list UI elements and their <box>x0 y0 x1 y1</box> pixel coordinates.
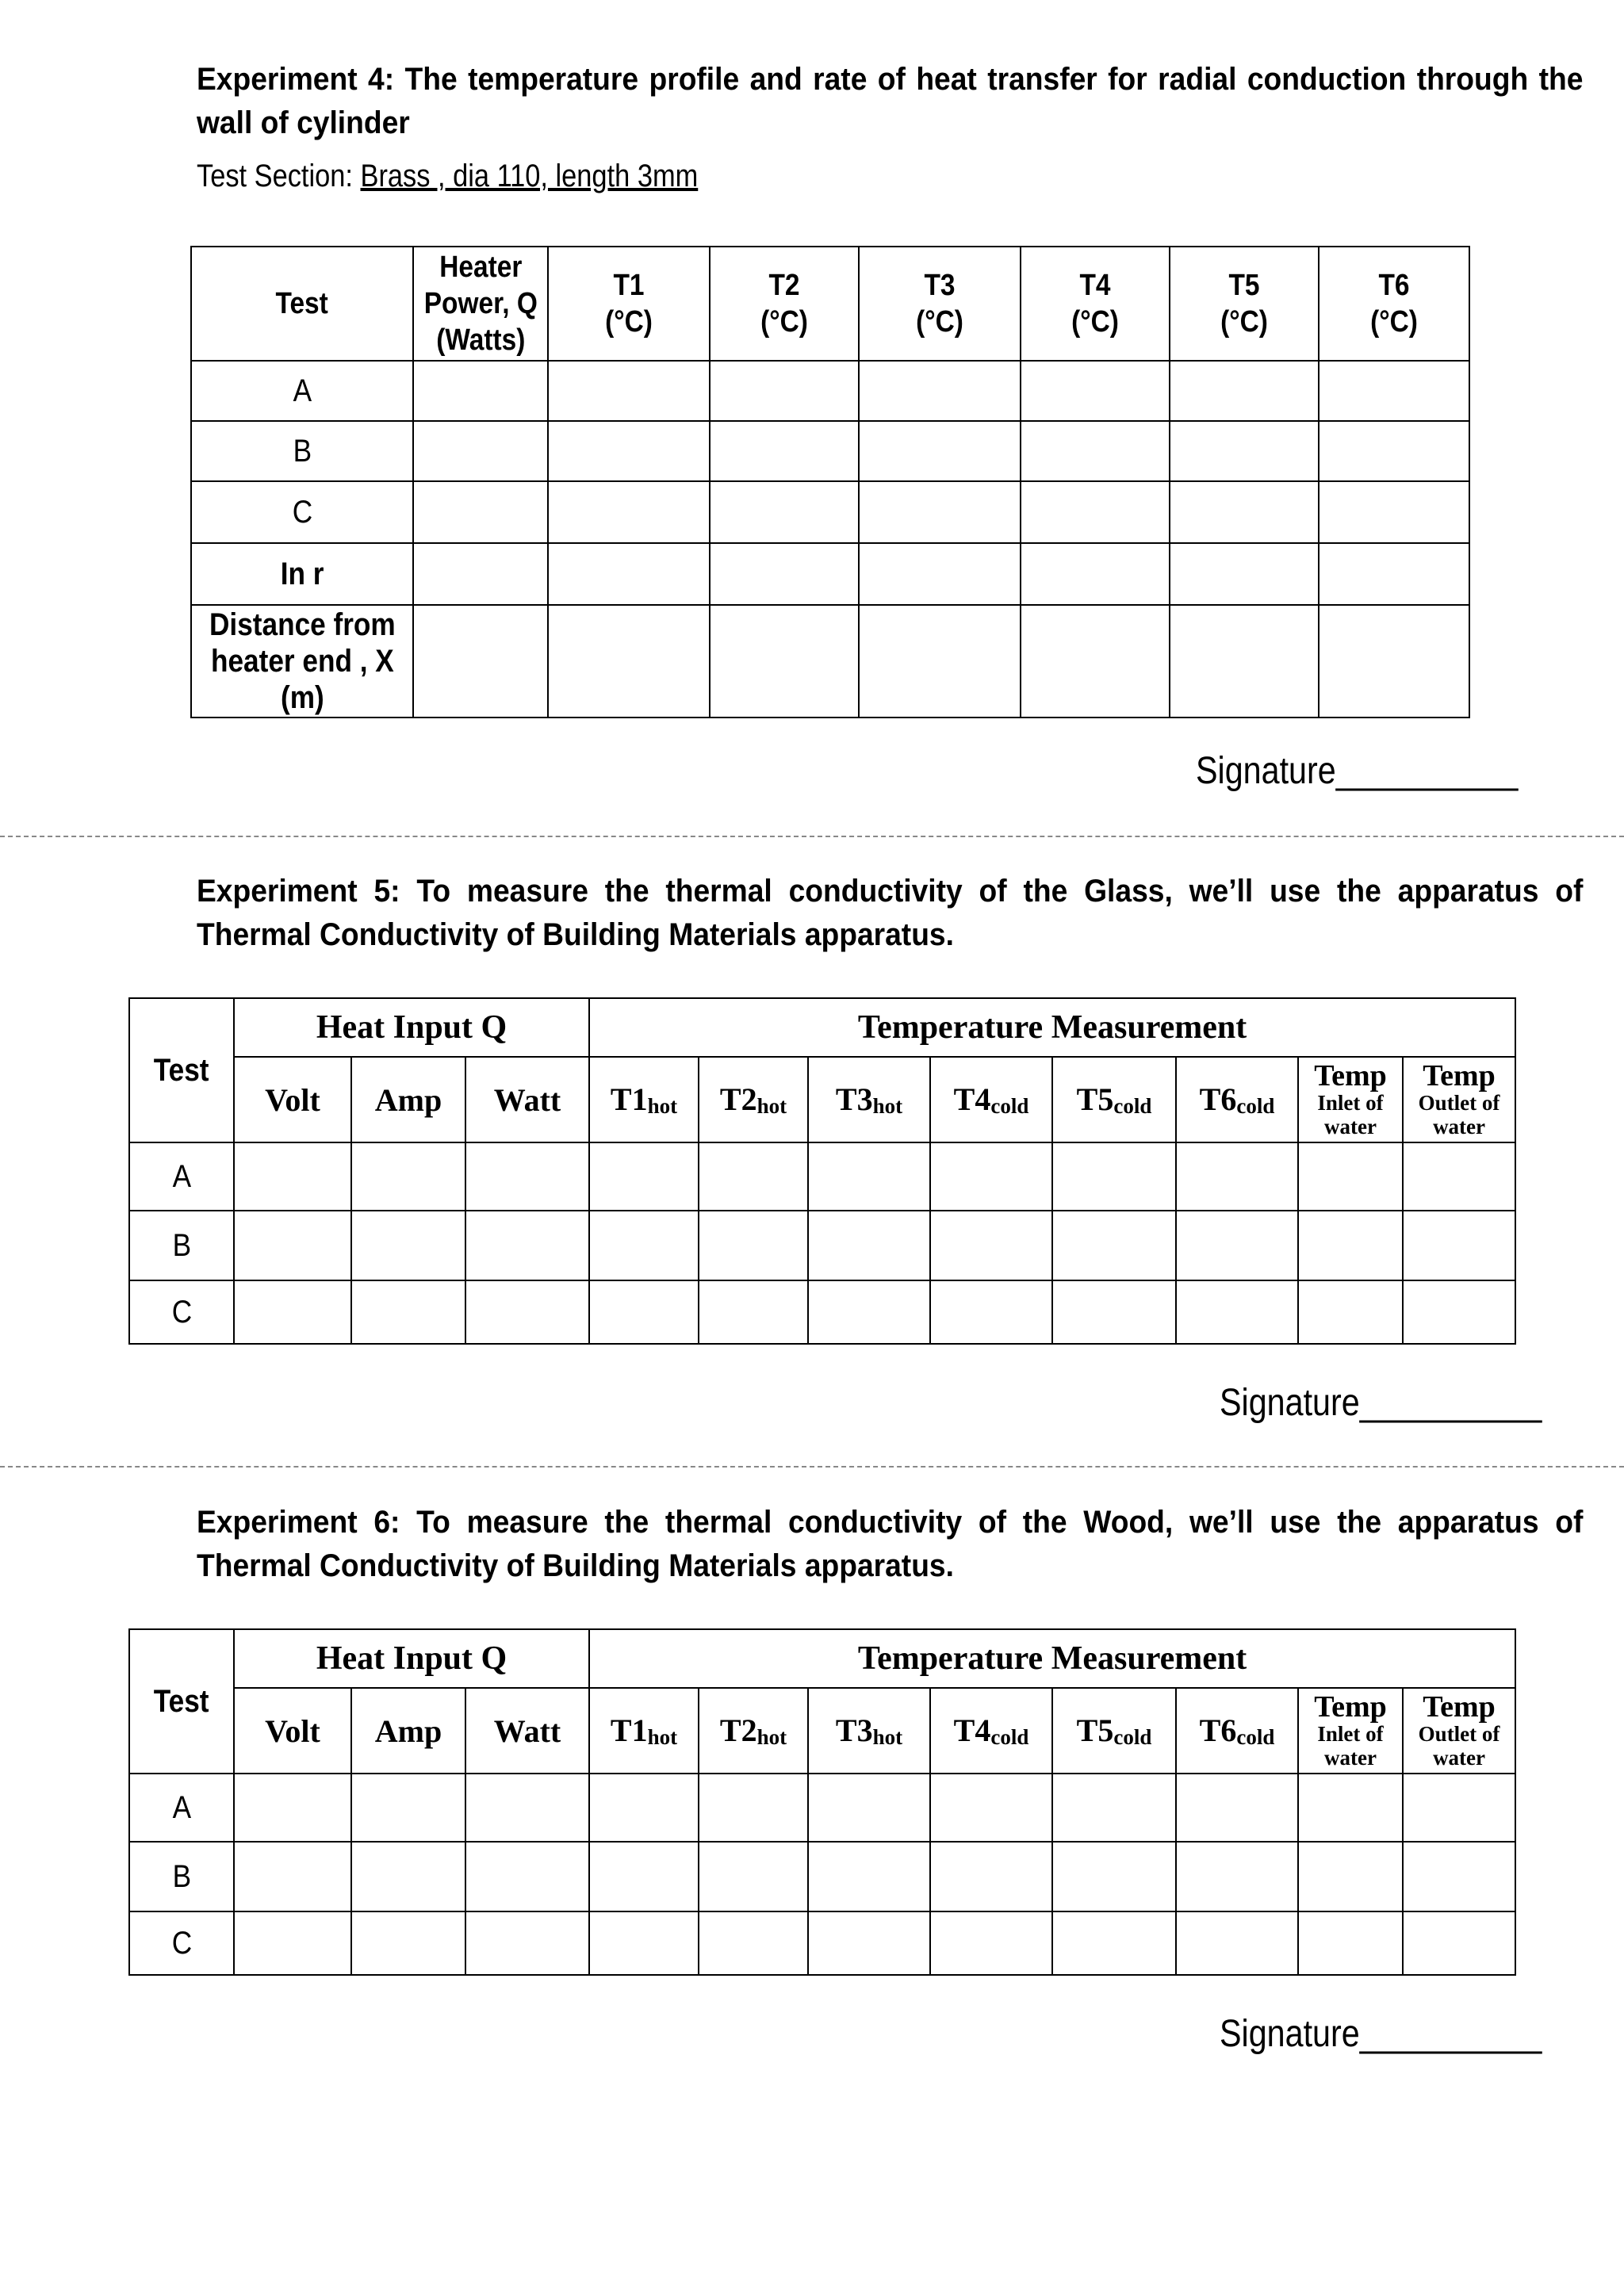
exp6-row-b <box>129 1842 1515 1911</box>
input-cell[interactable] <box>808 1142 930 1211</box>
exp5-header-test: Test <box>129 998 234 1142</box>
input-cell[interactable] <box>413 543 548 605</box>
exp6-header-t3hot: $T3_{hot}$ <box>808 1688 930 1774</box>
input-cell[interactable] <box>1403 1911 1515 1975</box>
input-cell[interactable] <box>1176 1774 1298 1842</box>
exp6-header-temp-inlet: Temp Inlet of water <box>1298 1688 1403 1774</box>
exp4-row-c <box>191 481 1469 543</box>
input-cell[interactable] <box>465 1142 589 1211</box>
input-cell[interactable] <box>1176 1142 1298 1211</box>
exp4-header-test: Test <box>191 247 413 361</box>
input-cell[interactable] <box>1176 1842 1298 1911</box>
input-cell[interactable] <box>1403 1142 1515 1211</box>
exp6-header-test: Test <box>129 1629 234 1774</box>
input-cell[interactable] <box>1298 1280 1403 1344</box>
input-cell[interactable] <box>589 1774 699 1842</box>
row-label: C <box>129 1911 234 1975</box>
input-cell[interactable] <box>589 1142 699 1211</box>
input-cell[interactable] <box>710 361 859 421</box>
input-cell[interactable] <box>1170 605 1319 718</box>
input-cell[interactable] <box>1021 605 1170 718</box>
exp4-row-b <box>191 421 1469 481</box>
input-cell[interactable] <box>413 361 548 421</box>
row-label: In r <box>191 543 413 605</box>
input-cell[interactable] <box>699 1774 808 1842</box>
exp6-header-t1hot: $T1_{hot}$ <box>589 1688 699 1774</box>
divider <box>0 1466 1624 1468</box>
exp4-title: Experiment 4: The temperature profile and rate of heat transfer for radial conduction through the wall of cylinder <box>197 62 1584 140</box>
exp6-header-t6cold: $T6_{cold}$ <box>1176 1688 1298 1774</box>
exp5-header-volt: Volt <box>234 1057 351 1142</box>
test-section-value: Brass , dia 110, length 3mm <box>360 159 699 193</box>
input-cell[interactable] <box>413 605 548 718</box>
input-cell[interactable] <box>710 421 859 481</box>
exp4-header-t3: T3 (°C) <box>859 247 1021 361</box>
input-cell[interactable] <box>710 605 859 718</box>
input-cell[interactable] <box>589 1842 699 1911</box>
input-cell[interactable] <box>413 481 548 543</box>
input-cell[interactable] <box>548 543 710 605</box>
input-cell[interactable] <box>930 1280 1052 1344</box>
row-label: B <box>129 1211 234 1280</box>
exp5-header-watt: Watt <box>465 1057 589 1142</box>
input-cell[interactable] <box>465 1911 589 1975</box>
input-cell[interactable] <box>699 1842 808 1911</box>
exp6-header-t5cold: $T5_{cold}$ <box>1052 1688 1176 1774</box>
input-cell[interactable] <box>548 421 710 481</box>
input-cell[interactable] <box>710 543 859 605</box>
input-cell[interactable] <box>1021 481 1170 543</box>
input-cell[interactable] <box>1021 361 1170 421</box>
input-cell[interactable] <box>548 605 710 718</box>
exp4-table <box>190 246 1470 718</box>
input-cell[interactable] <box>859 361 1021 421</box>
input-cell[interactable] <box>465 1774 589 1842</box>
input-cell[interactable] <box>234 1142 351 1211</box>
exp6-header-watt: Watt <box>465 1688 589 1774</box>
input-cell[interactable] <box>234 1211 351 1280</box>
input-cell[interactable] <box>1052 1842 1176 1911</box>
row-label: B <box>129 1842 234 1911</box>
row-label: A <box>129 1774 234 1842</box>
input-cell[interactable] <box>930 1142 1052 1211</box>
input-cell[interactable] <box>1298 1774 1403 1842</box>
exp5-header-t2hot: $T2_{hot}$ <box>699 1057 808 1142</box>
exp6-header-volt: Volt <box>234 1688 351 1774</box>
exp5-header-t3hot: $T3_{hot}$ <box>808 1057 930 1142</box>
exp5-table <box>128 997 1516 1345</box>
input-cell[interactable] <box>1170 361 1319 421</box>
input-cell[interactable] <box>859 421 1021 481</box>
input-cell[interactable] <box>548 361 710 421</box>
input-cell[interactable] <box>808 1280 930 1344</box>
input-cell[interactable] <box>930 1211 1052 1280</box>
input-cell[interactable] <box>1403 1211 1515 1280</box>
exp6-header-temperature: Temperature Measurement <box>589 1629 1515 1688</box>
input-cell[interactable] <box>1176 1911 1298 1975</box>
input-cell[interactable] <box>351 1280 465 1344</box>
row-label: C <box>129 1280 234 1344</box>
exp5-header-temp-outlet: Temp Outlet of water <box>1403 1057 1515 1142</box>
exp4-row-distance <box>191 605 1469 718</box>
exp5-signature[interactable]: Signature__________ <box>1220 1382 1542 1424</box>
input-cell[interactable] <box>465 1211 589 1280</box>
input-cell[interactable] <box>413 421 548 481</box>
input-cell[interactable] <box>859 543 1021 605</box>
exp4-header-t1: T1 (°C) <box>548 247 710 361</box>
input-cell[interactable] <box>1403 1774 1515 1842</box>
input-cell[interactable] <box>1319 361 1469 421</box>
input-cell[interactable] <box>808 1911 930 1975</box>
input-cell[interactable] <box>699 1211 808 1280</box>
input-cell[interactable] <box>1403 1280 1515 1344</box>
exp6-header-temp-outlet: Temp Outlet of water <box>1403 1688 1515 1774</box>
exp6-title: Experiment 6: To measure the thermal conductivity of the Wood, we’ll use the apparatus of Thermal Conductivity of Building Materials apparatus. <box>197 1505 1584 1583</box>
input-cell[interactable] <box>351 1774 465 1842</box>
input-cell[interactable] <box>351 1211 465 1280</box>
input-cell[interactable] <box>808 1211 930 1280</box>
input-cell[interactable] <box>234 1280 351 1344</box>
input-cell[interactable] <box>234 1774 351 1842</box>
input-cell[interactable] <box>351 1911 465 1975</box>
input-cell[interactable] <box>1052 1280 1176 1344</box>
input-cell[interactable] <box>1176 1211 1298 1280</box>
input-cell[interactable] <box>930 1774 1052 1842</box>
exp5-header-t5cold: $T5_{cold}$ <box>1052 1057 1176 1142</box>
input-cell[interactable] <box>1052 1774 1176 1842</box>
input-cell[interactable] <box>1021 421 1170 481</box>
input-cell[interactable] <box>699 1911 808 1975</box>
exp4-row-ln-r <box>191 543 1469 605</box>
exp5-row-c <box>129 1280 1515 1344</box>
input-cell[interactable] <box>1319 543 1469 605</box>
input-cell[interactable] <box>1170 543 1319 605</box>
row-label: C <box>191 481 413 543</box>
input-cell[interactable] <box>589 1211 699 1280</box>
input-cell[interactable] <box>1298 1211 1403 1280</box>
test-section-label: Test Section: <box>197 159 361 193</box>
input-cell[interactable] <box>1176 1280 1298 1344</box>
input-cell[interactable] <box>1298 1142 1403 1211</box>
exp6-header-t4cold: $T4_{cold}$ <box>930 1688 1052 1774</box>
input-cell[interactable] <box>548 481 710 543</box>
row-label: B <box>191 421 413 481</box>
input-cell[interactable] <box>589 1911 699 1975</box>
exp6-header-amp: Amp <box>351 1688 465 1774</box>
exp6-row-c <box>129 1911 1515 1975</box>
exp4-header-t2: T2 (°C) <box>710 247 859 361</box>
input-cell[interactable] <box>699 1280 808 1344</box>
exp4-header-heater-power: Heater Power, Q (Watts) <box>413 247 548 361</box>
input-cell[interactable] <box>589 1280 699 1344</box>
exp6-row-a <box>129 1774 1515 1842</box>
input-cell[interactable] <box>1052 1911 1176 1975</box>
exp5-header-heat-input: Heat Input Q <box>234 998 589 1057</box>
exp4-signature[interactable]: Signature__________ <box>1196 750 1519 792</box>
exp4-header-t6: T6 (°C) <box>1319 247 1469 361</box>
exp5-header-t1hot: $T1_{hot}$ <box>589 1057 699 1142</box>
input-cell[interactable] <box>930 1911 1052 1975</box>
input-cell[interactable] <box>859 605 1021 718</box>
input-cell[interactable] <box>1170 421 1319 481</box>
input-cell[interactable] <box>930 1842 1052 1911</box>
input-cell[interactable] <box>699 1142 808 1211</box>
exp6-table <box>128 1628 1516 1976</box>
input-cell[interactable] <box>710 481 859 543</box>
input-cell[interactable] <box>1319 605 1469 718</box>
input-cell[interactable] <box>859 481 1021 543</box>
exp6-header-t2hot: $T2_{hot}$ <box>699 1688 808 1774</box>
input-cell[interactable] <box>234 1911 351 1975</box>
exp5-header-t4cold: $T4_{cold}$ <box>930 1057 1052 1142</box>
exp5-title: Experiment 5: To measure the thermal conductivity of the Glass, we’ll use the apparatus of Thermal Conductivity of Building Materials apparatus. <box>197 874 1584 952</box>
exp5-header-t6cold: $T6_{cold}$ <box>1176 1057 1298 1142</box>
exp5-header-amp: Amp <box>351 1057 465 1142</box>
exp4-header-t4: T4 (°C) <box>1021 247 1170 361</box>
input-cell[interactable] <box>1298 1842 1403 1911</box>
exp4-row-a <box>191 361 1469 421</box>
exp4-header-t5: T5 (°C) <box>1170 247 1319 361</box>
input-cell[interactable] <box>351 1142 465 1211</box>
exp6-header-heat-input: Heat Input Q <box>234 1629 589 1688</box>
row-label: A <box>129 1142 234 1211</box>
exp5-header-temp-inlet: Temp Inlet of water <box>1298 1057 1403 1142</box>
exp5-header-temperature: Temperature Measurement <box>589 998 1515 1057</box>
exp5-row-b <box>129 1211 1515 1280</box>
test-section <box>197 159 698 194</box>
input-cell[interactable] <box>1052 1211 1176 1280</box>
input-cell[interactable] <box>234 1842 351 1911</box>
input-cell[interactable] <box>1319 481 1469 543</box>
input-cell[interactable] <box>351 1842 465 1911</box>
exp5-row-a <box>129 1142 1515 1211</box>
input-cell[interactable] <box>808 1774 930 1842</box>
input-cell[interactable] <box>1170 481 1319 543</box>
input-cell[interactable] <box>465 1280 589 1344</box>
input-cell[interactable] <box>1021 543 1170 605</box>
input-cell[interactable] <box>808 1842 930 1911</box>
input-cell[interactable] <box>1319 421 1469 481</box>
input-cell[interactable] <box>1298 1911 1403 1975</box>
input-cell[interactable] <box>1403 1842 1515 1911</box>
exp6-signature[interactable]: Signature__________ <box>1220 2013 1542 2055</box>
row-label-distance: Distance from heater end , X (m) <box>191 605 413 718</box>
input-cell[interactable] <box>465 1842 589 1911</box>
input-cell[interactable] <box>1052 1142 1176 1211</box>
row-label: A <box>191 361 413 421</box>
divider <box>0 836 1624 837</box>
